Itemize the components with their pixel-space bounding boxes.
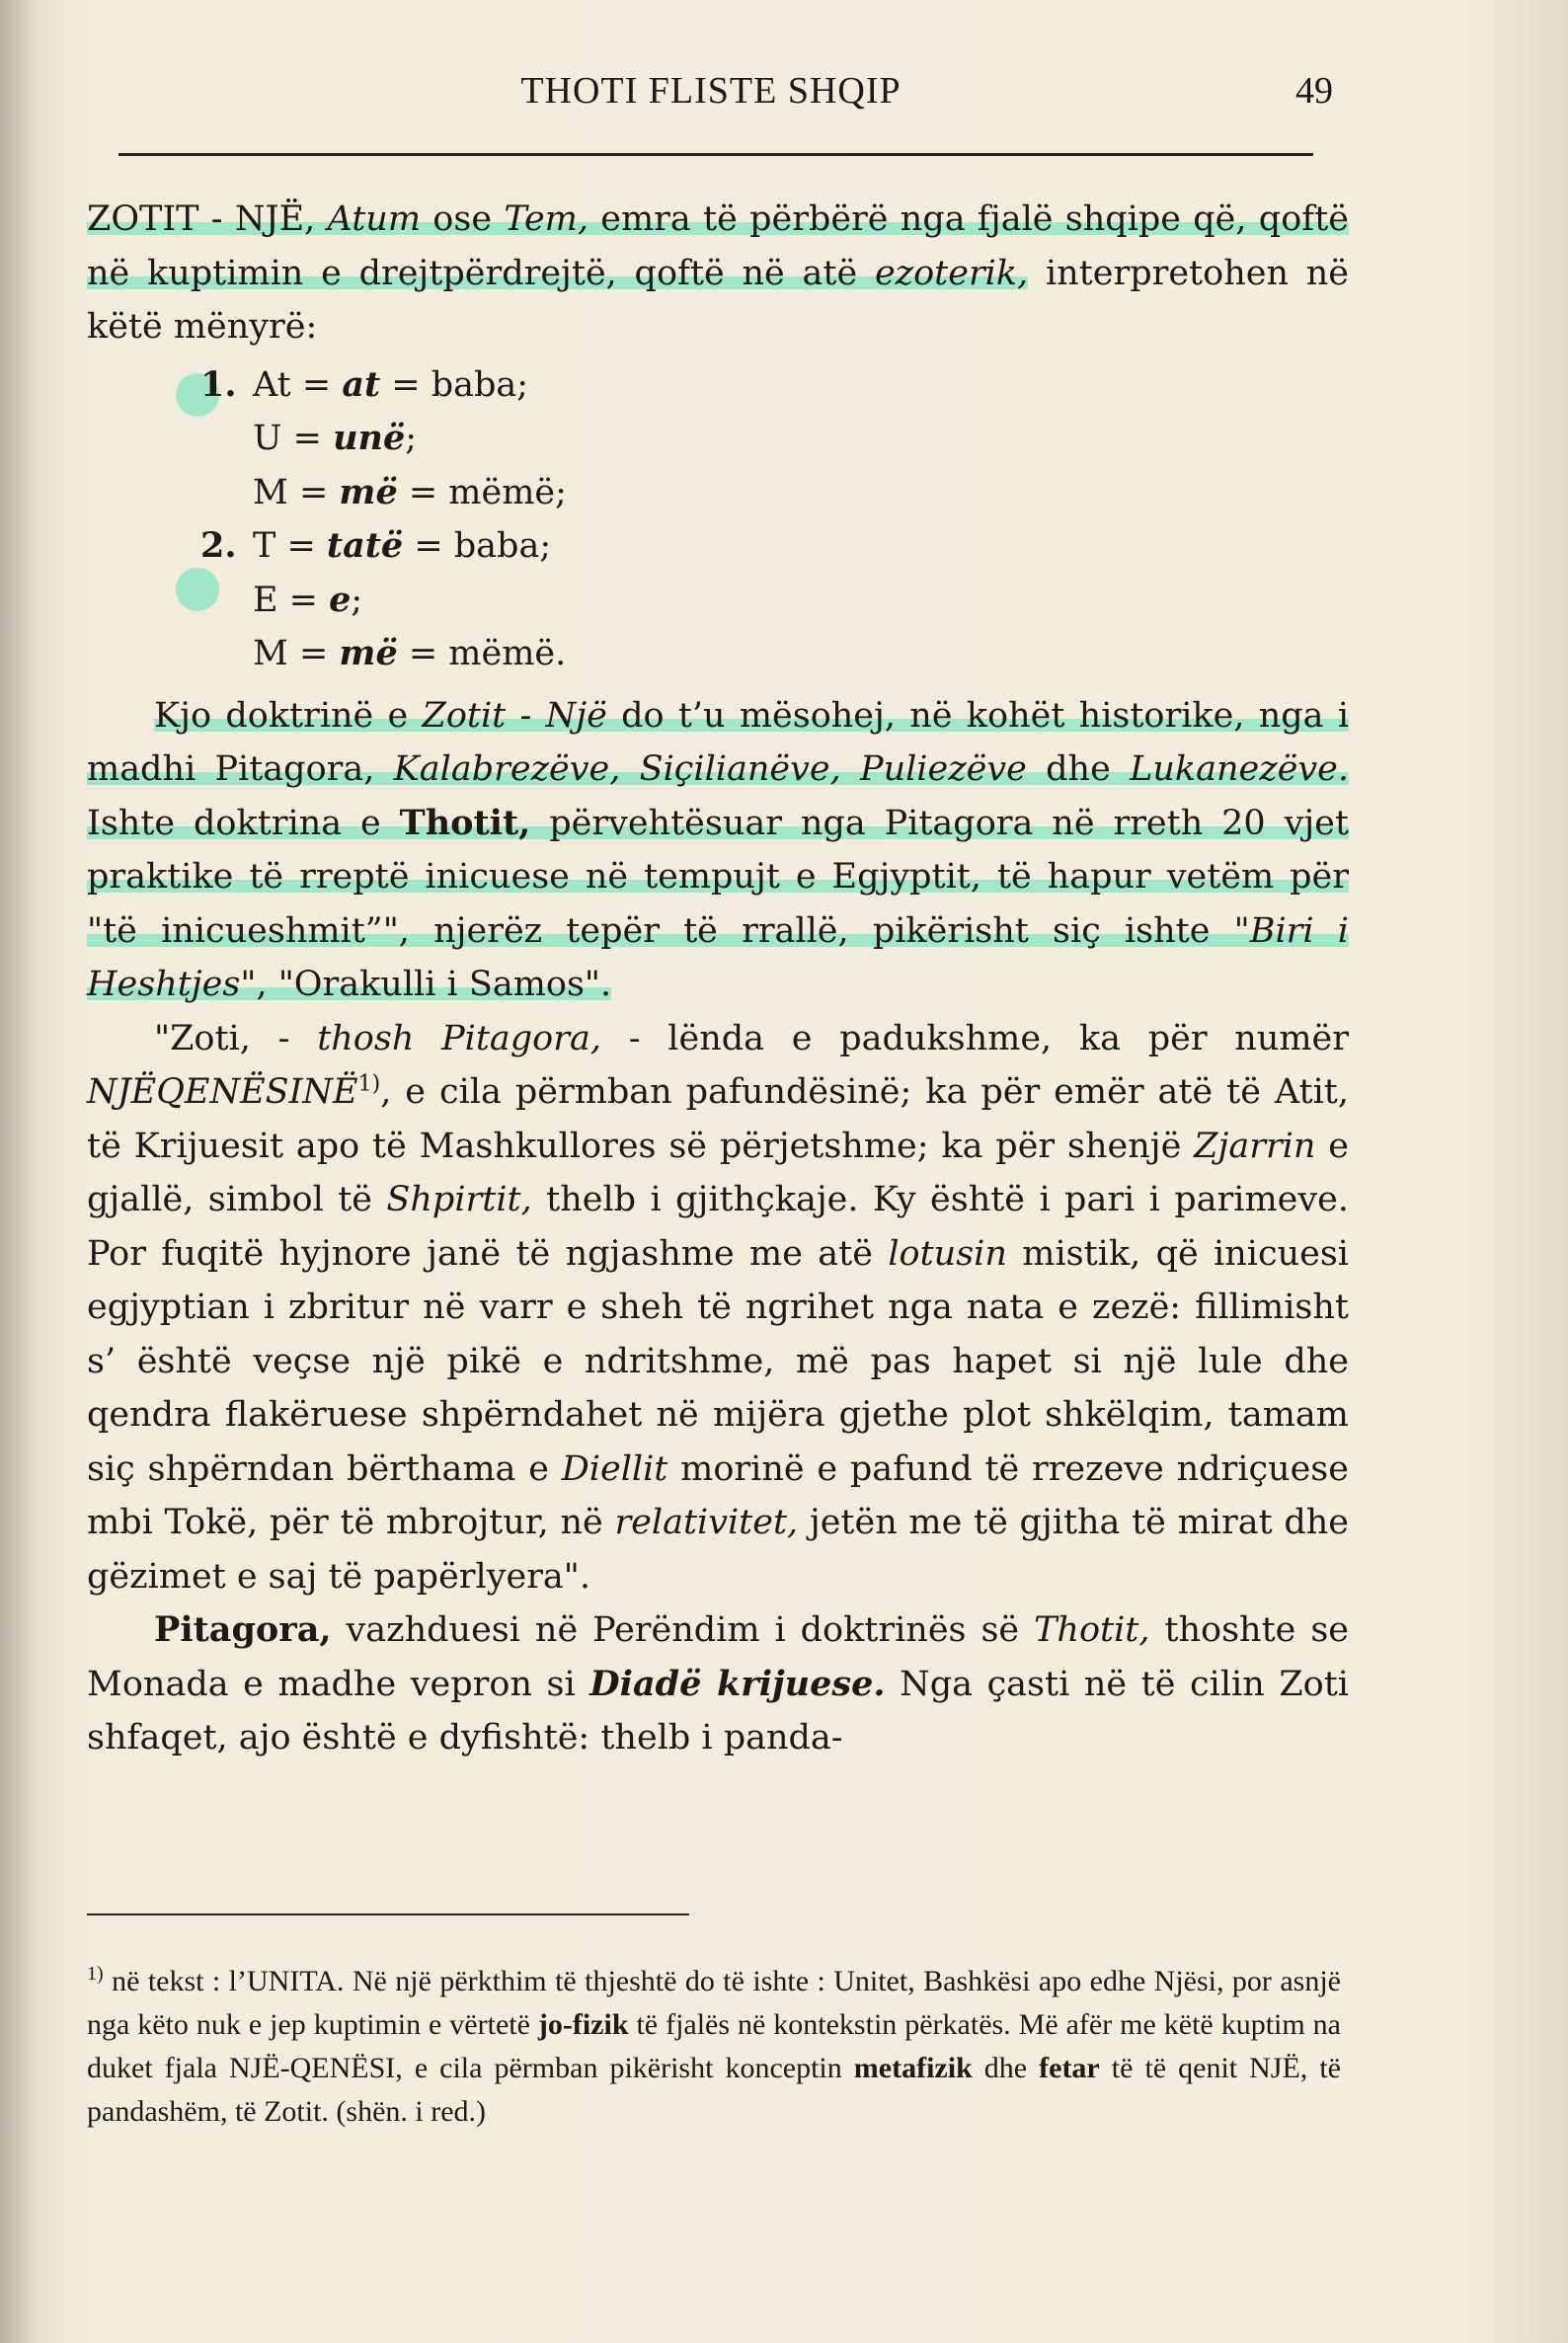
paragraph-pitagora-quote bbox=[87, 1012, 1349, 1604]
intro-paragraph bbox=[87, 193, 1349, 354]
paragraph-doctrine bbox=[87, 689, 1349, 1012]
list-text: = mëmë. bbox=[397, 634, 567, 673]
p2-thosh-pitagora: thosh Pitagora, bbox=[317, 1018, 601, 1058]
list-number-1: 1. bbox=[200, 363, 237, 405]
p3-text: Nga çasti në të cilin Zoti shfaqet, ajo është e dyfishtë: thelb i panda- bbox=[87, 1664, 1349, 1757]
list-text: = baba; bbox=[403, 526, 552, 566]
p1-text: Kjo doktrinë e bbox=[154, 695, 423, 736]
intro-atum: Atum bbox=[327, 199, 422, 239]
p1-thotit: Thotit, bbox=[399, 802, 531, 843]
list-item bbox=[87, 412, 1349, 466]
list-item bbox=[87, 574, 1349, 628]
p3-diade-krijuese: Diadë krijuese. bbox=[589, 1663, 886, 1704]
footnote-text: të fjalës në kontekstin përkatës. Më afër me këtë kuptim na duket fjala NJË-QENËSI, e cila përmban pikërisht konceptin bbox=[87, 2008, 1341, 2084]
list-word-une: unë bbox=[333, 418, 406, 458]
footnote-reference[interactable]: 1) bbox=[357, 1071, 381, 1097]
p1-text: përvehtësuar nga Pitagora në rreth 20 vjet praktike të rreptë inicuese në tempujt e Egjyptit, të hapur vetëm për "të inicueshmit”", njerëz tepër të rrallë, pikërisht siç ishte " bbox=[87, 803, 1350, 951]
list-item bbox=[87, 466, 1349, 520]
list-text: E = bbox=[253, 580, 330, 620]
list-number-2: 2. bbox=[200, 525, 237, 566]
p2-text: mistik, që inicuesi egjyptian i zbritur në varr e sheh të ngrihet nga nata e zezë: fillimisht s’ është veçse një pikë e ndritshme, më pas hapet si një lule dhe qendra flakëruese shpërndahet në mijëra gjethe plot shkëlqim, tamam siç shpërndan bërthama e bbox=[87, 1233, 1349, 1489]
etymology-list bbox=[87, 358, 1349, 681]
p2-zjarrin: Zjarrin bbox=[1194, 1126, 1316, 1166]
p1-lukanezeve: Lukanezëve. bbox=[1130, 749, 1349, 789]
p1-biri-i-heshtjes: Biri i Heshtjes bbox=[87, 910, 1349, 1004]
list-text: T = bbox=[253, 526, 327, 566]
p3-thotit: Thotit, bbox=[1034, 1610, 1150, 1650]
footnote-jo-fizik: jo-fizik bbox=[537, 2008, 629, 2041]
list-text: M = bbox=[253, 634, 340, 673]
page-number: 49 bbox=[1295, 70, 1333, 112]
list-item bbox=[87, 519, 1349, 574]
list-text: ; bbox=[405, 419, 418, 458]
intro-tem: Tem, bbox=[504, 199, 588, 239]
list-item bbox=[87, 358, 1349, 413]
intro-text-7: interpretohen në këtë mënyrë: bbox=[87, 253, 1349, 347]
paragraph-monada bbox=[87, 1603, 1349, 1765]
running-title: THOTI FLISTE SHQIP bbox=[520, 70, 902, 112]
p1-peoples: Kalabrezëve, Siçilianëve, Puliezëve bbox=[393, 749, 1027, 789]
list-word-me-2: më bbox=[339, 633, 398, 673]
list-word-me: më bbox=[339, 471, 398, 512]
list-text: At = bbox=[253, 364, 343, 405]
page-header bbox=[89, 69, 1333, 128]
p2-text: , e cila përmban pafundësinë; ka për emër atë të Atit, të Krijuesit apo të Mashkullores së përjetshme; ka për shenjë bbox=[87, 1072, 1349, 1166]
p2-lotusin: lotusin bbox=[888, 1233, 1007, 1274]
body-text bbox=[87, 193, 1349, 1765]
p2-text: - lënda e padukshme, ka për numër bbox=[600, 1018, 1350, 1058]
p2-njeqenesine: NJËQENËSINË bbox=[87, 1072, 358, 1112]
p2-text: thelb i gjithçkaje. Ky është i pari i parimeve. Por fuqitë hyjnore janë të ngjashme me atë bbox=[87, 1180, 1349, 1274]
p2-shpirtit: Shpirtit, bbox=[386, 1180, 532, 1219]
footnote-text: dhe bbox=[972, 2052, 1040, 2084]
footnote bbox=[87, 1960, 1341, 2134]
p1-zotit-nje: Zotit - Një bbox=[422, 695, 607, 736]
p1-text: dhe bbox=[1026, 749, 1131, 789]
list-text: = baba; bbox=[380, 364, 529, 405]
p2-text: "Zoti, - bbox=[154, 1018, 318, 1058]
p1-text: Ishte doktrina e bbox=[87, 803, 400, 843]
p3-text: thoshte se Monada e madhe vepron si bbox=[87, 1610, 1349, 1704]
intro-text-3: ose bbox=[421, 199, 505, 239]
p2-diellit: Diellit bbox=[561, 1448, 668, 1489]
footnote-rule bbox=[87, 1913, 689, 1915]
list-word-tate: tatë bbox=[326, 525, 404, 566]
p1-text: ", "Orakulli i Samos". bbox=[240, 965, 612, 1004]
footnote-text: në tekst : l’UNITA. Në një përkthim të thjeshtë do të ishte : Unitet, Bashkësi apo edhe Njësi, por asnjë nga këto nuk e jep kuptimin e vërtetë bbox=[87, 1965, 1341, 2041]
list-item bbox=[87, 627, 1349, 681]
p2-text: jetën me të gjitha të mirat dhe gëzimet e saj të papërlyera". bbox=[87, 1503, 1349, 1597]
p2-text: e gjallë, simbol të bbox=[87, 1126, 1349, 1219]
header-rule bbox=[118, 153, 1313, 156]
footnote-text: të të qenit NJË, të pandashëm, të Zotit. (shën. i red.) bbox=[87, 2052, 1341, 2128]
intro-ezoterik: ezoterik, bbox=[874, 253, 1029, 293]
list-text: = mëmë; bbox=[397, 472, 567, 512]
intro-text-1: ZOTIT - NJË, bbox=[87, 199, 328, 239]
intro-text-5: emra të përbërë nga fjalë shqipe që, qoftë në kuptimin e drejtpërdrejtë, qoftë në atë bbox=[87, 199, 1349, 293]
footnote-mark: 1) bbox=[87, 1963, 104, 1985]
p2-relativitet: relativitet, bbox=[614, 1503, 799, 1542]
list-text: ; bbox=[351, 580, 363, 620]
p2-text: morinë e pafund të rrezeve ndriçuese mbi Tokë, për të mbrojtur, në bbox=[87, 1448, 1349, 1542]
list-word-e: e bbox=[329, 579, 352, 620]
p1-text: do t’u mësohej, në kohët historike, nga i madhi Pitagora, bbox=[87, 695, 1350, 789]
footnote-fetar: fetar bbox=[1039, 2052, 1100, 2084]
footnote-metafizik: metafizik bbox=[853, 2052, 973, 2084]
list-text: M = bbox=[253, 472, 340, 512]
p3-pitagora: Pitagora, bbox=[154, 1609, 332, 1650]
list-text: U = bbox=[253, 419, 334, 458]
list-word-at: at bbox=[342, 363, 381, 405]
p3-text: vazhduesi në Perëndim i doktrinës së bbox=[331, 1610, 1035, 1650]
